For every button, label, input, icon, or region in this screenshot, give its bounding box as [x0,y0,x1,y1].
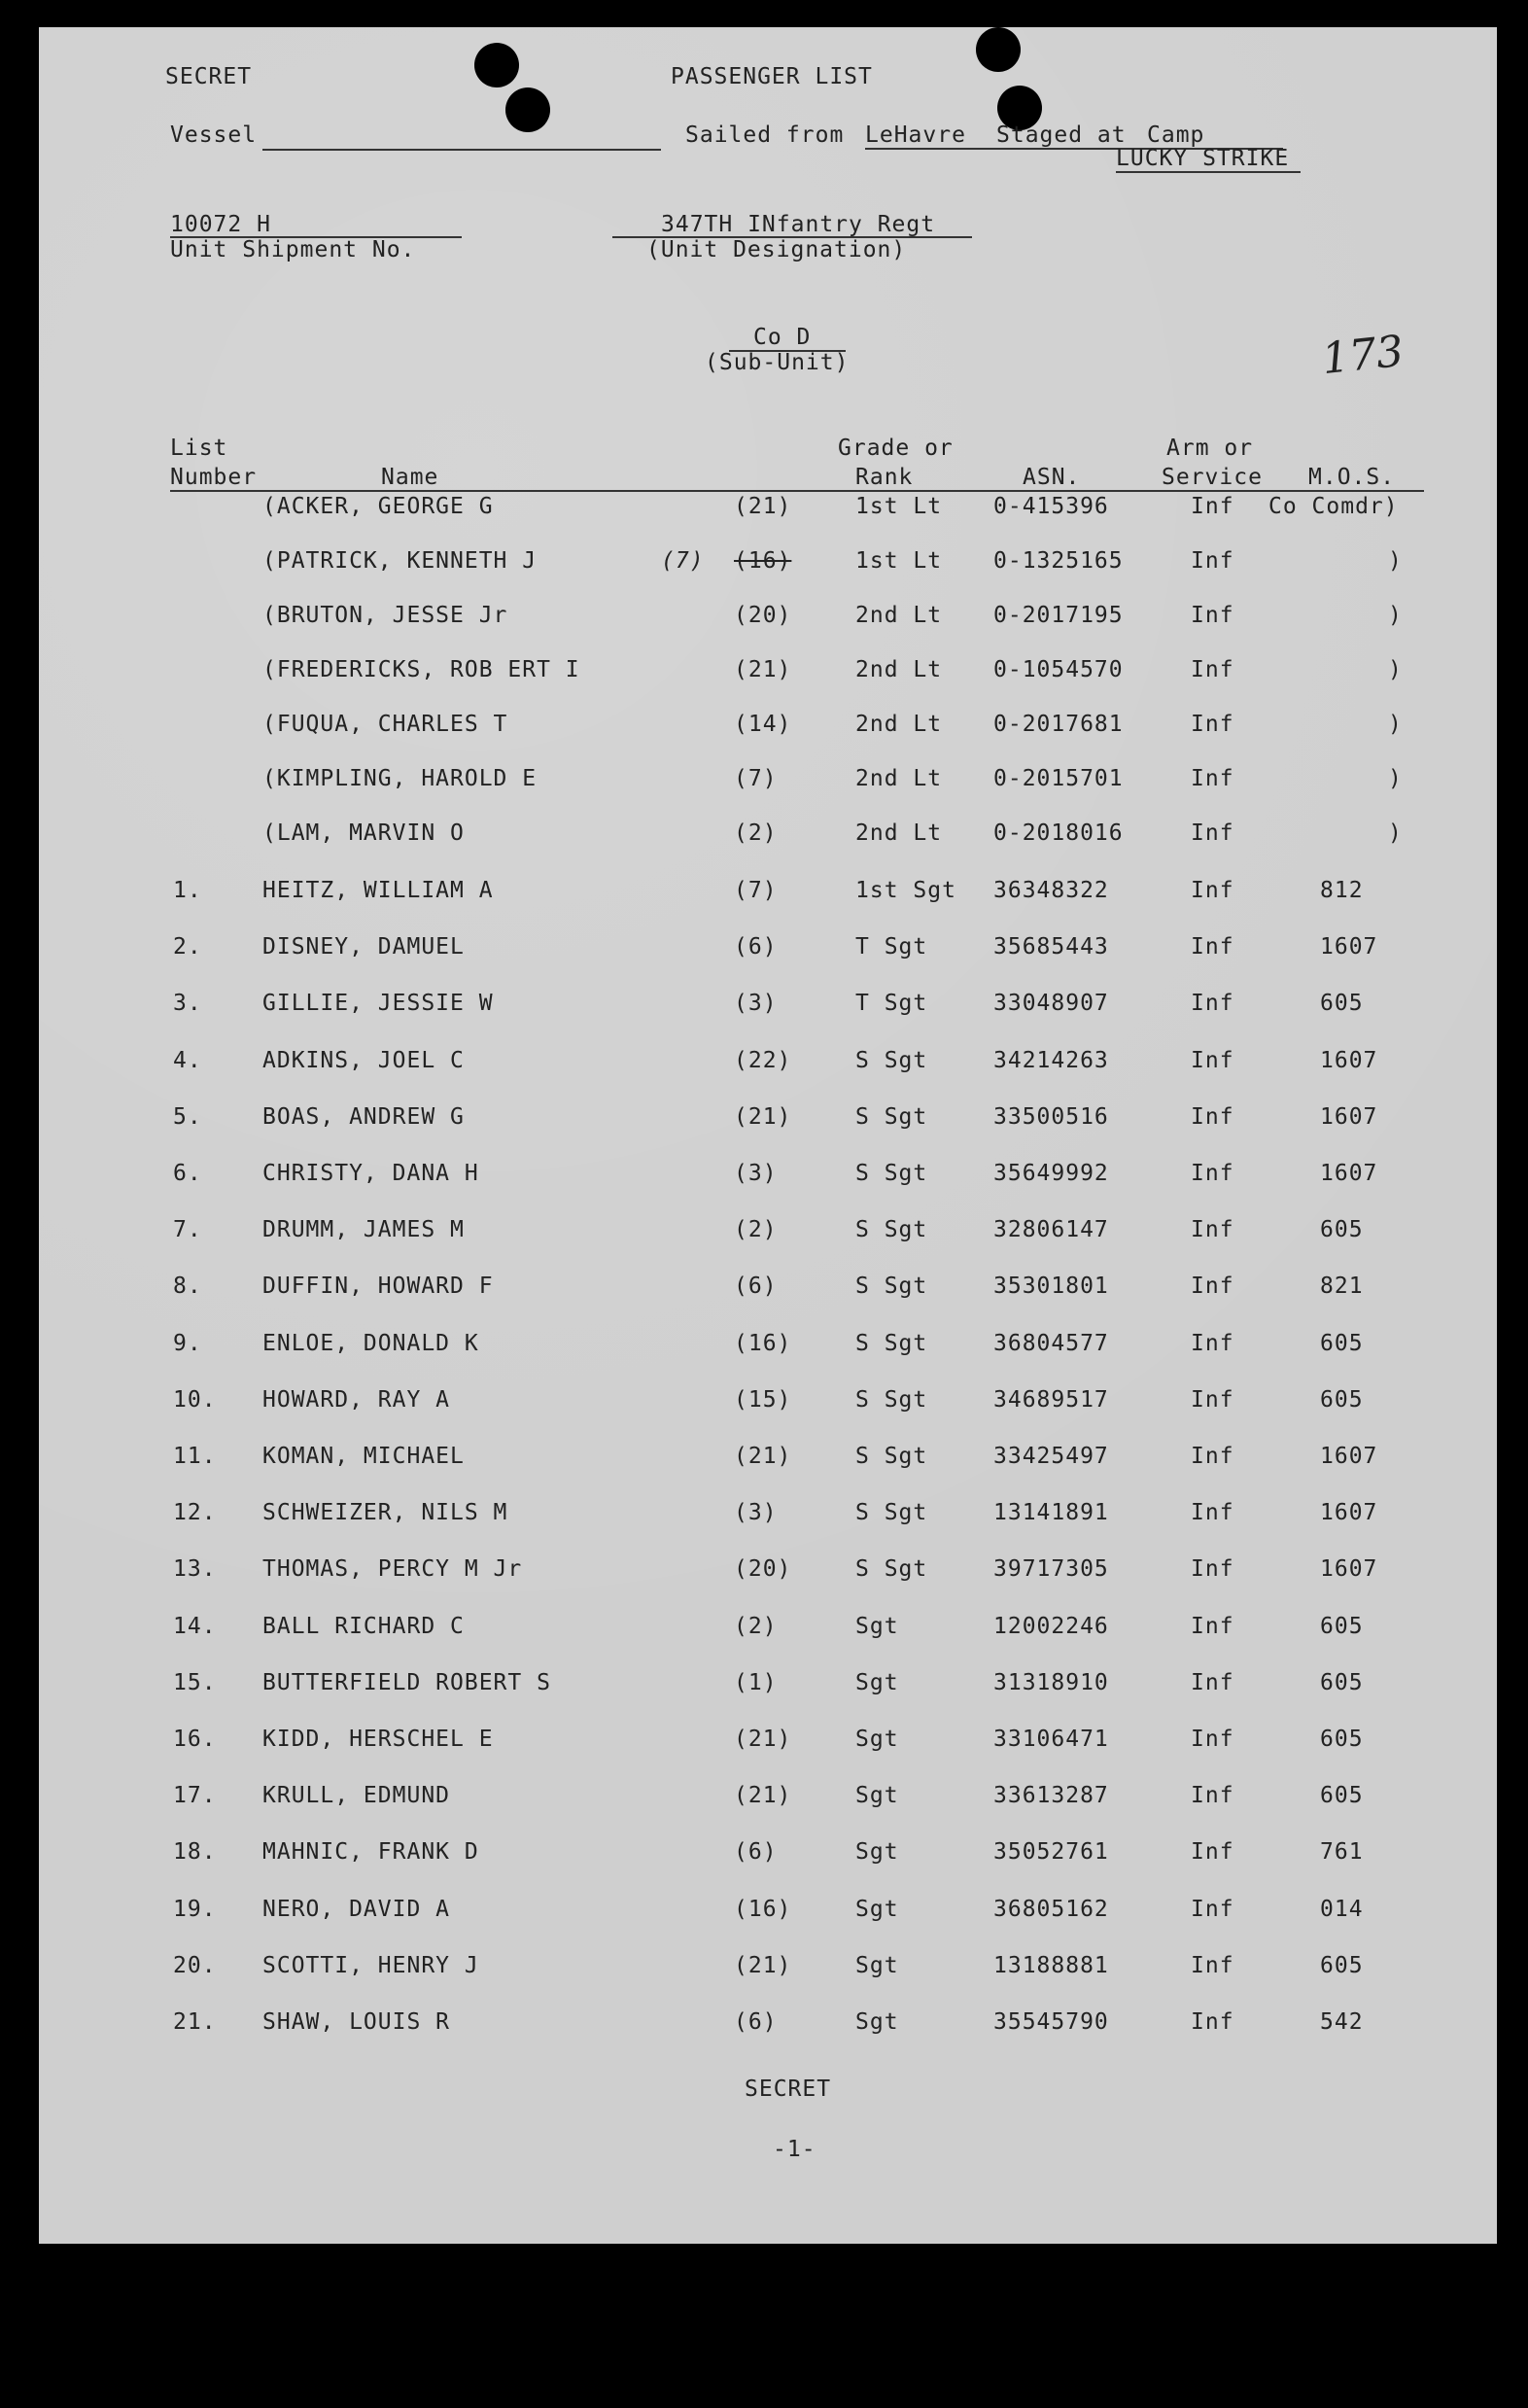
sailed-from-value: LeHavre [865,122,966,148]
passenger-mos: 1607 [1320,1444,1378,1469]
passenger-name: KRULL, EDMUND [262,1783,451,1809]
passenger-rank: 2nd Lt [855,820,943,846]
passenger-name: CHRISTY, DANA H [262,1161,479,1186]
enlisted-row [39,1897,1497,1945]
enlisted-row [39,1104,1497,1153]
officer-row [39,657,1497,706]
list-number: 15. [173,1669,217,1695]
passenger-arm: Inf [1191,991,1234,1017]
passenger-name: SHAW, LOUIS R [262,2009,451,2035]
passenger-mos: 1607 [1320,1103,1378,1130]
passenger-age-code: (21) [734,1783,792,1809]
passenger-name: ENLOE, DONALD K [262,1330,479,1356]
classification-bottom: SECRET [745,2076,832,2102]
passenger-asn: 33500516 [993,1103,1109,1130]
list-number: 4. [173,1047,202,1073]
passenger-mos: Co Comdr) [1268,494,1399,519]
passenger-rank: T Sgt [855,991,928,1017]
passenger-arm: Inf [1191,1386,1234,1413]
passenger-age-code: (20) [734,1556,792,1583]
passenger-arm: Inf [1191,1727,1234,1752]
passenger-asn: 36804577 [993,1330,1109,1356]
passenger-arm: Inf [1191,878,1234,903]
staged-at-label: Staged at [996,122,1127,148]
passenger-age-code: (1) [734,1669,778,1695]
passenger-rank: S Sgt [855,1556,928,1583]
enlisted-row [39,1500,1497,1549]
passenger-arm: Inf [1191,1274,1234,1300]
enlisted-row [39,1331,1497,1379]
group-bracket: ) [1388,766,1403,791]
passenger-age-code: (22) [734,1047,792,1073]
passenger-rank: S Sgt [855,1444,928,1469]
group-bracket: ) [1388,657,1403,682]
sub-unit-label: (Sub-Unit) [705,350,850,375]
col-asn: ASN. [1023,465,1081,490]
passenger-mos: 1607 [1320,934,1378,960]
passenger-asn: 0-2015701 [993,766,1124,791]
passenger-name: HEITZ, WILLIAM A [262,878,494,903]
passenger-rank: Sgt [855,1783,899,1809]
passenger-rank: S Sgt [855,1330,928,1356]
passenger-age-code: (6) [734,934,778,960]
passenger-arm: Inf [1191,1613,1234,1639]
group-bracket: ) [1388,603,1403,628]
list-number: 11. [173,1444,217,1469]
passenger-age-code: (16) [734,1896,792,1922]
passenger-rank: Sgt [855,1669,899,1695]
list-number: 1. [173,878,202,903]
officer-row [39,820,1497,869]
passenger-arm: Inf [1191,1556,1234,1583]
passenger-rank: 1st Lt [855,548,943,574]
passenger-arm: Inf [1191,1103,1234,1130]
passenger-age-code: (2) [734,1613,778,1639]
list-number: 10. [173,1386,217,1413]
passenger-asn: 36805162 [993,1896,1109,1922]
list-number: 8. [173,1274,202,1300]
passenger-name: BOAS, ANDREW G [262,1103,465,1130]
passenger-name: (KIMPLING, HAROLD E [262,766,538,791]
passenger-mos: 605 [1320,1783,1364,1809]
list-number: 19. [173,1896,217,1922]
document-title: PASSENGER LIST [671,64,873,89]
group-bracket: ) [1388,820,1403,846]
officer-row [39,548,1497,597]
passenger-name: DRUMM, JAMES M [262,1217,465,1243]
passenger-rank: Sgt [855,1727,899,1752]
passenger-age-code: (21) [734,494,792,519]
passenger-mos: 014 [1320,1896,1364,1922]
passenger-rank: T Sgt [855,934,928,960]
passenger-asn: 33048907 [993,991,1109,1017]
officer-row [39,603,1497,651]
passenger-asn: 36348322 [993,878,1109,903]
passenger-name: (FUQUA, CHARLES T [262,712,508,737]
list-number: 2. [173,934,202,960]
passenger-rank: S Sgt [855,1500,928,1526]
enlisted-row [39,2009,1497,2058]
passenger-name: SCOTTI, HENRY J [262,1952,479,1978]
handwritten-annotation: (7) [661,548,705,574]
list-number: 14. [173,1613,217,1639]
list-number: 5. [173,1103,202,1130]
passenger-arm: Inf [1191,712,1234,737]
list-number: 9. [173,1330,202,1356]
passenger-rank: S Sgt [855,1047,928,1073]
unit-designation-label: (Unit Designation) [646,237,907,262]
document-page [39,27,1497,2244]
passenger-rank: Sgt [855,2009,899,2035]
enlisted-row [39,1670,1497,1719]
passenger-name: THOMAS, PERCY M Jr [262,1556,523,1583]
enlisted-row [39,1161,1497,1209]
passenger-arm: Inf [1191,494,1234,519]
passenger-mos: 761 [1320,1839,1364,1866]
enlisted-row [39,1614,1497,1662]
passenger-asn: 35649992 [993,1161,1109,1186]
passenger-age-code: (3) [734,1161,778,1186]
passenger-asn: 0-415396 [993,494,1109,519]
passenger-name: BALL RICHARD C [262,1613,465,1639]
passenger-age-code: (15) [734,1386,792,1413]
passenger-age-code: (21) [734,1952,792,1978]
passenger-name: DUFFIN, HOWARD F [262,1274,494,1300]
passenger-arm: Inf [1191,766,1234,791]
staged-at-underline [1116,171,1301,173]
passenger-rank: S Sgt [855,1274,928,1300]
passenger-arm: Inf [1191,1669,1234,1695]
passenger-arm: Inf [1191,1952,1234,1978]
group-bracket: ) [1388,712,1403,737]
passenger-age-code: (7) [734,766,778,791]
sailed-from-label: Sailed from [685,122,845,148]
passenger-mos: 605 [1320,991,1364,1017]
col-list-number-2: Number [170,465,258,490]
passenger-name: KIDD, HERSCHEL E [262,1727,494,1752]
passenger-name: (ACKER, GEORGE G [262,494,494,519]
passenger-arm: Inf [1191,1161,1234,1186]
passenger-rank: Sgt [855,1613,899,1639]
enlisted-row [39,1387,1497,1436]
passenger-mos: 1607 [1320,1500,1378,1526]
passenger-asn: 33106471 [993,1727,1109,1752]
passenger-asn: 0-2018016 [993,820,1124,846]
punch-hole [976,27,1021,72]
col-grade-1: Grade or [838,436,954,461]
passenger-mos: 605 [1320,1727,1364,1752]
passenger-arm: Inf [1191,1839,1234,1866]
enlisted-row [39,1217,1497,1266]
punch-hole [474,43,519,87]
passenger-rank: S Sgt [855,1217,928,1243]
shipment-label: Unit Shipment No. [170,237,416,262]
staged-at-value: Camp [1147,122,1205,148]
list-number: 7. [173,1217,202,1243]
list-number: 12. [173,1500,217,1526]
list-number: 20. [173,1952,217,1978]
classification-top: SECRET [165,64,253,89]
passenger-mos: 605 [1320,1386,1364,1413]
passenger-name: BUTTERFIELD ROBERT S [262,1669,551,1695]
passenger-arm: Inf [1191,1047,1234,1073]
passenger-arm: Inf [1191,1330,1234,1356]
sub-unit: Co D [753,325,812,350]
passenger-arm: Inf [1191,1896,1234,1922]
passenger-age-code: (21) [734,1444,792,1469]
passenger-asn: 33425497 [993,1444,1109,1469]
passenger-name: NERO, DAVID A [262,1896,451,1922]
passenger-mos: 542 [1320,2009,1364,2035]
passenger-rank: Sgt [855,1896,899,1922]
passenger-rank: 2nd Lt [855,603,943,628]
passenger-age-code: (2) [734,820,778,846]
passenger-mos: 605 [1320,1669,1364,1695]
passenger-asn: 13141891 [993,1500,1109,1526]
passenger-mos: 1607 [1320,1161,1378,1186]
passenger-arm: Inf [1191,1217,1234,1243]
list-number: 21. [173,2009,217,2035]
passenger-arm: Inf [1191,548,1234,574]
passenger-name: KOMAN, MICHAEL [262,1444,465,1469]
passenger-rank: 2nd Lt [855,766,943,791]
passenger-arm: Inf [1191,2009,1234,2035]
passenger-asn: 13188881 [993,1952,1109,1978]
passenger-rank: S Sgt [855,1161,928,1186]
passenger-asn: 0-2017195 [993,603,1124,628]
passenger-mos: 605 [1320,1952,1364,1978]
list-number: 3. [173,991,202,1017]
passenger-mos: 812 [1320,878,1364,903]
col-arm-2: Service [1162,465,1263,490]
passenger-age-code: (3) [734,1500,778,1526]
enlisted-row [39,1556,1497,1605]
enlisted-row [39,1783,1497,1832]
list-number: 16. [173,1727,217,1752]
shipment-number: 10072 H [170,212,271,237]
passenger-asn: 35545790 [993,2009,1109,2035]
passenger-rank: Sgt [855,1839,899,1866]
passenger-mos: 1607 [1320,1047,1378,1073]
passenger-asn: 12002246 [993,1613,1109,1639]
passenger-arm: Inf [1191,820,1234,846]
passenger-arm: Inf [1191,1500,1234,1526]
group-bracket: ) [1388,548,1403,574]
passenger-age-code: (21) [734,1727,792,1752]
passenger-rank: 2nd Lt [855,657,943,682]
header-rule [170,490,1424,492]
passenger-age-code: (6) [734,1274,778,1300]
col-list-number-1: List [170,436,228,461]
passenger-asn: 39717305 [993,1556,1109,1583]
officer-row [39,494,1497,542]
passenger-rank: 1st Sgt [855,878,956,903]
unit-designation: 347TH INfantry Regt [661,212,936,237]
passenger-mos: 821 [1320,1274,1364,1300]
page-stamp: 173 [1319,326,1406,385]
passenger-age-code: (2) [734,1217,778,1243]
passenger-asn: 35685443 [993,934,1109,960]
passenger-age-code: (3) [734,991,778,1017]
passenger-age-code: (6) [734,2009,778,2035]
staged-at-camp-name: LUCKY STRIKE [1116,146,1290,171]
passenger-arm: Inf [1191,603,1234,628]
passenger-asn: 34214263 [993,1047,1109,1073]
passenger-asn: 32806147 [993,1217,1109,1243]
col-arm-1: Arm or [1166,436,1254,461]
enlisted-row [39,1274,1497,1322]
passenger-asn: 0-1325165 [993,548,1124,574]
passenger-rank: 1st Lt [855,494,943,519]
list-number: 6. [173,1161,202,1186]
passenger-arm: Inf [1191,934,1234,960]
passenger-age-code: (21) [734,657,792,682]
passenger-mos: 605 [1320,1613,1364,1639]
enlisted-row [39,1727,1497,1775]
col-mos: M.O.S. [1308,465,1396,490]
passenger-arm: Inf [1191,1444,1234,1469]
list-number: 18. [173,1839,217,1866]
enlisted-row [39,1839,1497,1888]
passenger-age-code: (20) [734,603,792,628]
passenger-name: (LAM, MARVIN O [262,820,465,846]
passenger-rank: S Sgt [855,1103,928,1130]
passenger-asn: 31318910 [993,1669,1109,1695]
passenger-name: (BRUTON, JESSE Jr [262,603,508,628]
col-name: Name [381,465,439,490]
passenger-age-code: (21) [734,1103,792,1130]
passenger-age-code: (6) [734,1839,778,1866]
enlisted-row [39,991,1497,1039]
enlisted-row [39,1444,1497,1492]
enlisted-row [39,934,1497,983]
passenger-asn: 35301801 [993,1274,1109,1300]
enlisted-row [39,878,1497,926]
passenger-name: (PATRICK, KENNETH J [262,548,538,574]
passenger-rank: 2nd Lt [855,712,943,737]
passenger-name: GILLIE, JESSIE W [262,991,494,1017]
passenger-asn: 35052761 [993,1839,1109,1866]
passenger-name: ADKINS, JOEL C [262,1047,465,1073]
enlisted-row [39,1953,1497,2002]
passenger-arm: Inf [1191,1783,1234,1809]
passenger-age-code: (16) [734,548,792,574]
col-grade-2: Rank [855,465,914,490]
passenger-asn: 0-2017681 [993,712,1124,737]
page-number: -1- [773,2137,816,2162]
list-number: 17. [173,1783,217,1809]
passenger-name: (FREDERICKS, ROB ERT I [262,657,580,682]
passenger-name: HOWARD, RAY A [262,1386,451,1413]
officer-row [39,766,1497,815]
passenger-mos: 605 [1320,1217,1364,1243]
vessel-label: Vessel [170,122,258,148]
passenger-mos: 605 [1320,1330,1364,1356]
passenger-asn: 34689517 [993,1386,1109,1413]
officer-row [39,712,1497,760]
list-number: 13. [173,1556,217,1583]
passenger-asn: 0-1054570 [993,657,1124,682]
passenger-age-code: (7) [734,878,778,903]
passenger-name: SCHWEIZER, NILS M [262,1500,508,1526]
passenger-rank: S Sgt [855,1386,928,1413]
passenger-age-code: (16) [734,1330,792,1356]
passenger-arm: Inf [1191,657,1234,682]
passenger-rank: Sgt [855,1952,899,1978]
passenger-name: MAHNIC, FRANK D [262,1839,479,1866]
passenger-mos: 1607 [1320,1556,1378,1583]
vessel-blank-line [262,149,661,151]
passenger-name: DISNEY, DAMUEL [262,934,465,960]
enlisted-row [39,1048,1497,1097]
passenger-asn: 33613287 [993,1783,1109,1809]
punch-hole [505,87,550,132]
passenger-age-code: (14) [734,712,792,737]
